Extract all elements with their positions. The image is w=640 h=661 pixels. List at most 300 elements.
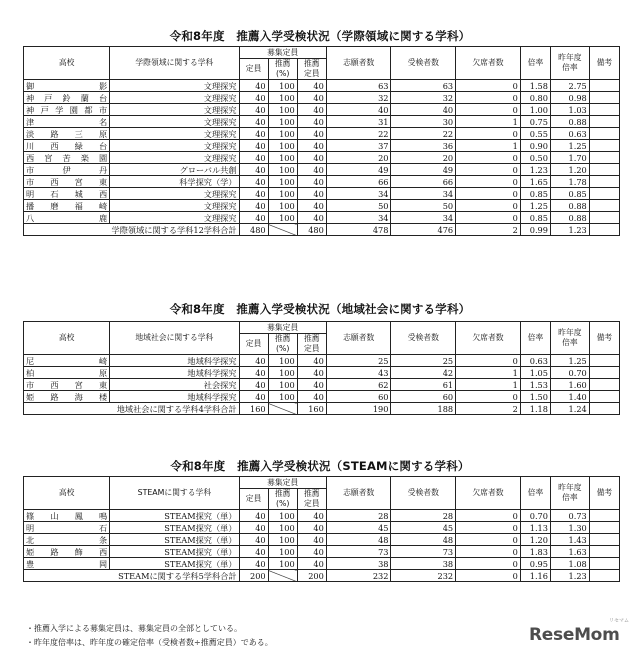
cell-rec-cap: 40 [297,92,326,104]
cell-absent: 0 [456,92,521,104]
cell-examinees: 40 [391,104,456,116]
table-row [24,367,620,379]
total-rec-cap: 480 [297,224,326,236]
cell-absent: 1 [456,367,521,379]
footnote-2: ・昨年度倍率は、昨年度の確定倍率（受検者数÷推薦定員）である。 [26,638,273,647]
cell-examinees: 34 [391,188,456,200]
cell-absent: 0 [456,200,521,212]
header-absent: 欠席者数 [456,47,521,80]
cell-rec-cap: 40 [297,355,326,367]
cell-prev-ratio: 1.40 [550,391,589,403]
cell-school: 神戸鈴蘭台 [24,92,110,104]
cell-notes [589,128,619,140]
cell-rec-cap: 40 [297,510,326,522]
cell-capacity: 40 [239,391,268,403]
cell-applicants: 48 [326,534,391,546]
table-row [24,188,620,200]
cell-notes [589,164,619,176]
cell-applicants: 73 [326,546,391,558]
cell-absent: 0 [456,152,521,164]
cell-rec-pct: 100 [268,367,297,379]
total-absent: 0 [456,570,521,582]
cell-rec-pct: 100 [268,546,297,558]
header-rec-cap: 推薦 定員 [297,334,326,355]
cell-examinees: 60 [391,391,456,403]
cell-ratio: 1.53 [520,379,550,391]
cell-prev-ratio: 1.63 [550,546,589,558]
cell-rec-cap: 40 [297,391,326,403]
total-notes [589,570,619,582]
cell-prev-ratio: 0.70 [550,367,589,379]
cell-absent: 0 [456,176,521,188]
cell-prev-ratio: 0.85 [550,188,589,200]
cell-capacity: 40 [239,200,268,212]
cell-school: 播磨福崎 [24,200,110,212]
cell-ratio: 1.13 [520,522,550,534]
header-examinees: 受検者数 [391,322,456,355]
cell-notes [589,558,619,570]
cell-rec-cap: 40 [297,367,326,379]
cell-ratio: 0.63 [520,355,550,367]
cell-capacity: 40 [239,80,268,92]
cell-school: 豊岡 [24,558,110,570]
cell-applicants: 50 [326,200,391,212]
cell-dept: 地域科学探究 [110,355,239,367]
total-notes [589,224,619,236]
table-row [24,391,620,403]
cell-dept: 文理探究 [110,140,239,152]
cell-rec-cap: 40 [297,176,326,188]
cell-absent: 1 [456,140,521,152]
cell-prev-ratio: 1.08 [550,558,589,570]
cell-applicants: 34 [326,212,391,224]
cell-notes [589,92,619,104]
cell-rec-cap: 40 [297,379,326,391]
header-prev-ratio: 昨年度 倍率 [550,47,589,80]
header-applicants: 志願者数 [326,47,391,80]
total-examinees: 188 [391,403,456,415]
total-prev-ratio: 1.23 [550,570,589,582]
cell-applicants: 45 [326,522,391,534]
cell-prev-ratio: 1.30 [550,522,589,534]
cell-examinees: 63 [391,80,456,92]
table-1 [23,46,620,236]
cell-prev-ratio: 1.25 [550,355,589,367]
cell-rec-cap: 40 [297,80,326,92]
cell-examinees: 49 [391,164,456,176]
cell-applicants: 63 [326,80,391,92]
cell-ratio: 1.20 [520,534,550,546]
cell-prev-ratio: 1.60 [550,379,589,391]
cell-rec-cap: 40 [297,128,326,140]
cell-prev-ratio: 1.70 [550,152,589,164]
total-absent: 2 [456,224,521,236]
total-prev-ratio: 1.24 [550,403,589,415]
total-applicants: 232 [326,570,391,582]
cell-notes [589,140,619,152]
cell-school: 姫路飾西 [24,546,110,558]
table-row [24,534,620,546]
header-row [24,47,620,59]
cell-dept: STEAM探究（単） [110,534,239,546]
table-row [24,379,620,391]
cell-ratio: 0.80 [520,92,550,104]
table-row [24,558,620,570]
cell-rec-cap: 40 [297,116,326,128]
cell-school: 市西宮東 [24,379,110,391]
total-label: STEAMに関する学科5学科合計 [24,570,240,582]
header-capacity: 定員 [239,59,268,80]
cell-prev-ratio: 0.88 [550,116,589,128]
table-row [24,116,620,128]
cell-school: 北条 [24,534,110,546]
cell-rec-pct: 100 [268,128,297,140]
cell-ratio: 0.90 [520,140,550,152]
cell-rec-cap: 40 [297,522,326,534]
cell-rec-pct: 100 [268,558,297,570]
table-row [24,176,620,188]
total-applicants: 478 [326,224,391,236]
table-row [24,128,620,140]
cell-ratio: 0.95 [520,558,550,570]
table-3 [23,476,620,582]
header-prev-ratio: 昨年度 倍率 [550,322,589,355]
cell-dept: 文理探究 [110,188,239,200]
cell-examinees: 28 [391,510,456,522]
total-absent: 2 [456,403,521,415]
table-row [24,522,620,534]
cell-applicants: 25 [326,355,391,367]
header-notes: 備考 [589,322,619,355]
cell-rec-pct: 100 [268,212,297,224]
cell-dept: STEAM探究（単） [110,558,239,570]
cell-ratio: 1.00 [520,104,550,116]
header-applicants: 志願者数 [326,477,391,510]
header-absent: 欠席者数 [456,477,521,510]
cell-school: 八鹿 [24,212,110,224]
cell-prev-ratio: 1.43 [550,534,589,546]
cell-ratio: 0.85 [520,188,550,200]
total-rec-pct-blank [268,224,297,236]
total-applicants: 190 [326,403,391,415]
header-school: 高校 [24,322,110,355]
cell-capacity: 40 [239,92,268,104]
cell-rec-pct: 100 [268,391,297,403]
cell-school: 市西宮東 [24,176,110,188]
cell-notes [589,534,619,546]
cell-capacity: 40 [239,510,268,522]
cell-absent: 0 [456,188,521,200]
total-label: 学際領域に関する学科12学科合計 [24,224,240,236]
cell-dept: 文理探究 [110,116,239,128]
cell-rec-pct: 100 [268,355,297,367]
cell-school: 明石城西 [24,188,110,200]
cell-absent: 1 [456,379,521,391]
cell-rec-cap: 40 [297,152,326,164]
header-notes: 備考 [589,47,619,80]
cell-applicants: 34 [326,188,391,200]
header-school: 高校 [24,477,110,510]
cell-absent: 0 [456,522,521,534]
cell-prev-ratio: 0.88 [550,212,589,224]
cell-rec-pct: 100 [268,188,297,200]
header-rec-pct: 推薦 (%) [268,59,297,80]
cell-capacity: 40 [239,546,268,558]
cell-applicants: 49 [326,164,391,176]
total-ratio: 1.16 [520,570,550,582]
total-row [24,224,620,236]
cell-school: 篠山鳳鳴 [24,510,110,522]
table-row [24,355,620,367]
cell-examinees: 61 [391,379,456,391]
cell-examinees: 66 [391,176,456,188]
cell-ratio: 0.85 [520,212,550,224]
cell-rec-pct: 100 [268,534,297,546]
header-recruit-group: 募集定員 [239,477,326,489]
cell-absent: 1 [456,116,521,128]
table-row [24,164,620,176]
cell-dept: 文理探究 [110,104,239,116]
header-applicants: 志願者数 [326,322,391,355]
cell-capacity: 40 [239,534,268,546]
cell-dept: 地域科学探究 [110,391,239,403]
cell-school: 尼崎 [24,355,110,367]
cell-examinees: 30 [391,116,456,128]
cell-examinees: 32 [391,92,456,104]
cell-absent: 0 [456,391,521,403]
cell-rec-pct: 100 [268,140,297,152]
cell-absent: 0 [456,212,521,224]
cell-rec-cap: 40 [297,164,326,176]
cell-applicants: 38 [326,558,391,570]
cell-notes [589,510,619,522]
cell-school: 川西緑台 [24,140,110,152]
cell-rec-pct: 100 [268,104,297,116]
total-row [24,570,620,582]
cell-dept: 文理探究 [110,212,239,224]
cell-applicants: 43 [326,367,391,379]
cell-capacity: 40 [239,128,268,140]
cell-ratio: 1.83 [520,546,550,558]
cell-dept: 文理探究 [110,92,239,104]
cell-dept: 文理探究 [110,80,239,92]
cell-ratio: 0.50 [520,152,550,164]
cell-school: 柏原 [24,367,110,379]
logo-text: ReseMom [529,625,620,645]
cell-examinees: 38 [391,558,456,570]
header-ratio: 倍率 [520,47,550,80]
cell-notes [589,176,619,188]
total-capacity: 200 [239,570,268,582]
cell-applicants: 22 [326,128,391,140]
cell-school: 津名 [24,116,110,128]
cell-prev-ratio: 0.73 [550,510,589,522]
cell-notes [589,116,619,128]
table-row [24,200,620,212]
cell-examinees: 25 [391,355,456,367]
cell-dept: 文理探究 [110,128,239,140]
cell-dept: STEAM探究（単） [110,522,239,534]
cell-rec-pct: 100 [268,522,297,534]
cell-rec-pct: 100 [268,510,297,522]
total-examinees: 476 [391,224,456,236]
header-rec-cap: 推薦 定員 [297,489,326,510]
cell-school: 姫路海楼 [24,391,110,403]
cell-notes [589,546,619,558]
cell-ratio: 1.05 [520,367,550,379]
cell-rec-cap: 40 [297,140,326,152]
cell-notes [589,200,619,212]
header-ratio: 倍率 [520,322,550,355]
cell-examinees: 48 [391,534,456,546]
table-2-title: 令和8年度 推薦入学受検状況（地域社会に関する学科） [169,302,471,316]
header-rec-pct: 推薦 (%) [268,334,297,355]
total-row [24,403,620,415]
table-row [24,80,620,92]
cell-prev-ratio: 0.98 [550,92,589,104]
cell-rec-pct: 100 [268,164,297,176]
cell-prev-ratio: 0.88 [550,200,589,212]
cell-prev-ratio: 1.78 [550,176,589,188]
cell-ratio: 0.75 [520,116,550,128]
cell-applicants: 31 [326,116,391,128]
cell-examinees: 73 [391,546,456,558]
header-capacity: 定員 [239,334,268,355]
cell-notes [589,355,619,367]
header-school: 高校 [24,47,110,80]
total-notes [589,403,619,415]
cell-examinees: 36 [391,140,456,152]
header-dept: 学際領域に関する学科 [110,47,239,80]
table-row [24,510,620,522]
cell-applicants: 28 [326,510,391,522]
cell-absent: 0 [456,80,521,92]
cell-rec-pct: 100 [268,176,297,188]
header-dept: STEAMに関する学科 [110,477,239,510]
cell-capacity: 40 [239,558,268,570]
cell-dept: STEAM探究（単） [110,510,239,522]
cell-rec-pct: 100 [268,80,297,92]
cell-capacity: 40 [239,176,268,188]
cell-dept: 地域科学探究 [110,367,239,379]
cell-rec-cap: 40 [297,212,326,224]
cell-examinees: 50 [391,200,456,212]
cell-dept: 社会探究 [110,379,239,391]
cell-prev-ratio: 2.75 [550,80,589,92]
cell-dept: 文理探究 [110,200,239,212]
cell-absent: 0 [456,164,521,176]
total-label: 地域社会に関する学科4学科合計 [24,403,240,415]
cell-ratio: 0.55 [520,128,550,140]
cell-prev-ratio: 1.20 [550,164,589,176]
total-prev-ratio: 1.23 [550,224,589,236]
cell-examinees: 20 [391,152,456,164]
cell-examinees: 34 [391,212,456,224]
header-examinees: 受検者数 [391,47,456,80]
cell-applicants: 60 [326,391,391,403]
total-rec-pct-blank [268,403,297,415]
cell-capacity: 40 [239,355,268,367]
header-examinees: 受検者数 [391,477,456,510]
cell-notes [589,104,619,116]
cell-applicants: 32 [326,92,391,104]
cell-rec-pct: 100 [268,152,297,164]
cell-absent: 0 [456,128,521,140]
cell-capacity: 40 [239,522,268,534]
cell-notes [589,522,619,534]
cell-ratio: 1.50 [520,391,550,403]
cell-dept: STEAM探究（単） [110,546,239,558]
header-recruit-group: 募集定員 [239,47,326,59]
cell-school: 市伊丹 [24,164,110,176]
cell-examinees: 45 [391,522,456,534]
cell-capacity: 40 [239,140,268,152]
cell-dept: 文理探究 [110,152,239,164]
cell-capacity: 40 [239,152,268,164]
cell-notes [589,188,619,200]
total-rec-pct-blank [268,570,297,582]
cell-notes [589,80,619,92]
header-prev-ratio: 昨年度 倍率 [550,477,589,510]
table-row [24,152,620,164]
cell-notes [589,212,619,224]
header-ratio: 倍率 [520,477,550,510]
cell-examinees: 22 [391,128,456,140]
cell-applicants: 66 [326,176,391,188]
total-capacity: 480 [239,224,268,236]
cell-rec-pct: 100 [268,379,297,391]
cell-school: 淡路三原 [24,128,110,140]
table-3-title: 令和8年度 推薦入学受検状況（STEAMに関する学科） [170,459,470,473]
cell-rec-cap: 40 [297,200,326,212]
cell-school: 西宮苦楽園 [24,152,110,164]
cell-notes [589,379,619,391]
cell-ratio: 1.23 [520,164,550,176]
cell-absent: 0 [456,534,521,546]
cell-capacity: 40 [239,188,268,200]
cell-notes [589,391,619,403]
cell-notes [589,367,619,379]
cell-rec-cap: 40 [297,546,326,558]
cell-ratio: 1.58 [520,80,550,92]
cell-rec-pct: 100 [268,200,297,212]
cell-prev-ratio: 0.63 [550,128,589,140]
cell-capacity: 40 [239,379,268,391]
cell-dept: 科学探究（学） [110,176,239,188]
cell-ratio: 0.70 [520,510,550,522]
header-row [24,477,620,489]
header-rec-pct: 推薦 (%) [268,489,297,510]
cell-applicants: 37 [326,140,391,152]
total-rec-cap: 200 [297,570,326,582]
cell-rec-pct: 100 [268,92,297,104]
cell-absent: 0 [456,558,521,570]
cell-absent: 0 [456,355,521,367]
cell-rec-cap: 40 [297,534,326,546]
cell-applicants: 40 [326,104,391,116]
cell-capacity: 40 [239,164,268,176]
cell-capacity: 40 [239,212,268,224]
cell-rec-cap: 40 [297,558,326,570]
cell-applicants: 62 [326,379,391,391]
table-row [24,140,620,152]
table-1-title: 令和8年度 推薦入学受検状況（学際領域に関する学科） [169,29,471,43]
cell-dept: グローバル共創 [110,164,239,176]
header-notes: 備考 [589,477,619,510]
cell-capacity: 40 [239,116,268,128]
header-absent: 欠席者数 [456,322,521,355]
cell-capacity: 40 [239,367,268,379]
